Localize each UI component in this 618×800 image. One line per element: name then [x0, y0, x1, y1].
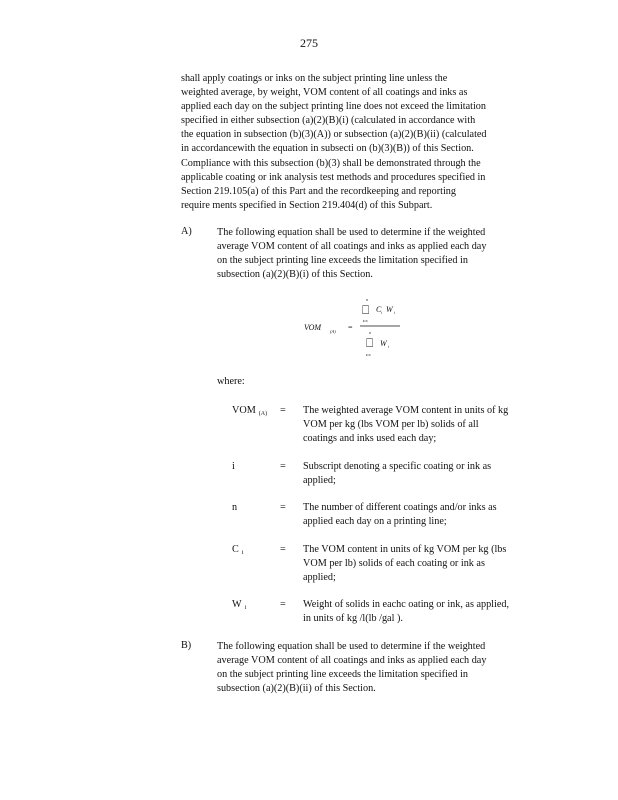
denominator-sum-lower: i=1 — [366, 353, 371, 357]
numerator-w-subscript: i — [394, 310, 396, 315]
symbol-subscript: i — [241, 550, 244, 556]
text-line: weighted average, by weight, VOM content of all coatings and inks as — [181, 87, 468, 99]
text-line: require ments specified in Section 219.404(d) of this Subpart. — [181, 199, 433, 211]
equation-equals: = — [348, 323, 353, 332]
text-line: average VOM content of all coatings and inks as applied each day — [217, 655, 487, 667]
text-line: in accordancewith the equation in subsecti on (b)(3)(B)) of this Section. — [181, 143, 474, 155]
text-line: in units of kg /l(lb /gal ). — [303, 613, 403, 625]
definition-equals: = — [280, 599, 286, 610]
numerator-w: W — [386, 305, 393, 314]
text-line: subsection (a)(2)(B)(ii) of this Section. — [217, 683, 376, 695]
definition-text — [303, 598, 547, 626]
text-line: applied; — [303, 572, 336, 584]
text-line: shall apply coatings or inks on the subject printing line unless the — [181, 73, 448, 84]
numerator-c-subscript: i — [381, 310, 383, 315]
text-line: applicable coating or ink analysis test methods and procedures specified in — [181, 171, 486, 183]
definition-symbol — [232, 501, 280, 515]
text-line: The following equation shall be used to determine if the weighted — [217, 641, 486, 652]
numerator-sum-lower: i=1 — [363, 319, 368, 323]
text-line: Section 219.105(a) of this Part and the recordkeeping and reporting — [181, 185, 456, 197]
definition-equals: = — [280, 544, 286, 555]
symbol-main: VOM — [232, 405, 256, 416]
item-b-text — [217, 640, 541, 696]
page-number: 275 — [300, 36, 318, 50]
symbol-main: C — [232, 544, 239, 555]
where-label: where: — [217, 376, 245, 387]
definition-symbol — [232, 543, 280, 560]
symbol-main: W — [232, 599, 242, 610]
symbol-main: n — [232, 502, 238, 513]
text-line: The number of different coatings and/or inks as — [303, 502, 497, 513]
text-line: specified in either subsection (a)(2)(B)(i) (calculated in accordance with — [181, 115, 476, 127]
definition-text — [303, 404, 547, 446]
numerator-sum-symbol: ⎕ — [362, 303, 370, 317]
symbol-main: i — [232, 461, 235, 472]
definition-text — [303, 501, 547, 529]
definition-symbol — [232, 598, 280, 615]
vom-a-equation — [300, 296, 410, 360]
text-line: Subscript denoting a specific coating or ink as — [303, 461, 492, 472]
definition-text — [303, 543, 547, 585]
denominator-sum-symbol: ⎕ — [366, 336, 374, 350]
definition-equals: = — [280, 461, 286, 472]
equation-lhs: VOM — [304, 323, 322, 332]
intro-paragraph — [181, 72, 541, 213]
text-line: applied; — [303, 475, 336, 487]
text-line: coatings and inks used each day; — [303, 433, 437, 445]
text-line: on the subject printing line exceeds the limitation specified in — [217, 669, 468, 681]
definition-symbol — [232, 460, 280, 474]
text-line: The VOM content in units of kg VOM per kg (lbs — [303, 544, 507, 555]
numerator-sum-upper: n — [366, 297, 368, 302]
text-line: VOM per lb) solids of each coating or ink as — [303, 558, 485, 570]
item-b-label: B) — [181, 640, 192, 651]
denominator-w: W — [380, 339, 387, 348]
item-a-label: A) — [181, 226, 192, 237]
text-line: applied each day on the subject printing line does not exceed the limitation — [181, 101, 486, 113]
text-line: Compliance with this subsection (b)(3) shall be demonstrated through the — [181, 157, 481, 169]
symbol-subscript: (A) — [258, 411, 268, 417]
numerator-c: C — [376, 305, 382, 314]
definition-equals: = — [280, 405, 286, 416]
definition-equals: = — [280, 502, 286, 513]
text-line: The following equation shall be used to determine if the weighted — [217, 227, 486, 238]
text-line: average VOM content of all coatings and inks as applied each day — [217, 241, 487, 253]
definition-symbol — [232, 404, 280, 421]
text-line: The weighted average VOM content in units of kg — [303, 405, 509, 416]
definition-text — [303, 460, 547, 488]
text-line: the equation in subsection (b)(3)(A)) or subsection (a)(2)(B)(ii) (calculated — [181, 129, 487, 141]
text-line: on the subject printing line exceeds the limitation specified in — [217, 255, 468, 267]
text-line: subsection (a)(2)(B)(i) of this Section. — [217, 269, 373, 281]
equation-lhs-subscript: (A) — [330, 329, 336, 334]
symbol-subscript: i — [244, 605, 247, 611]
denominator-w-subscript: i — [388, 344, 390, 349]
text-line: Weight of solids in eachc oating or ink, as applied, — [303, 599, 509, 610]
text-line: VOM per kg (lbs VOM per lb) solids of all — [303, 419, 479, 431]
text-line: applied each day on a printing line; — [303, 516, 447, 528]
denominator-sum-upper: n — [369, 330, 371, 335]
item-a-text — [217, 226, 541, 282]
